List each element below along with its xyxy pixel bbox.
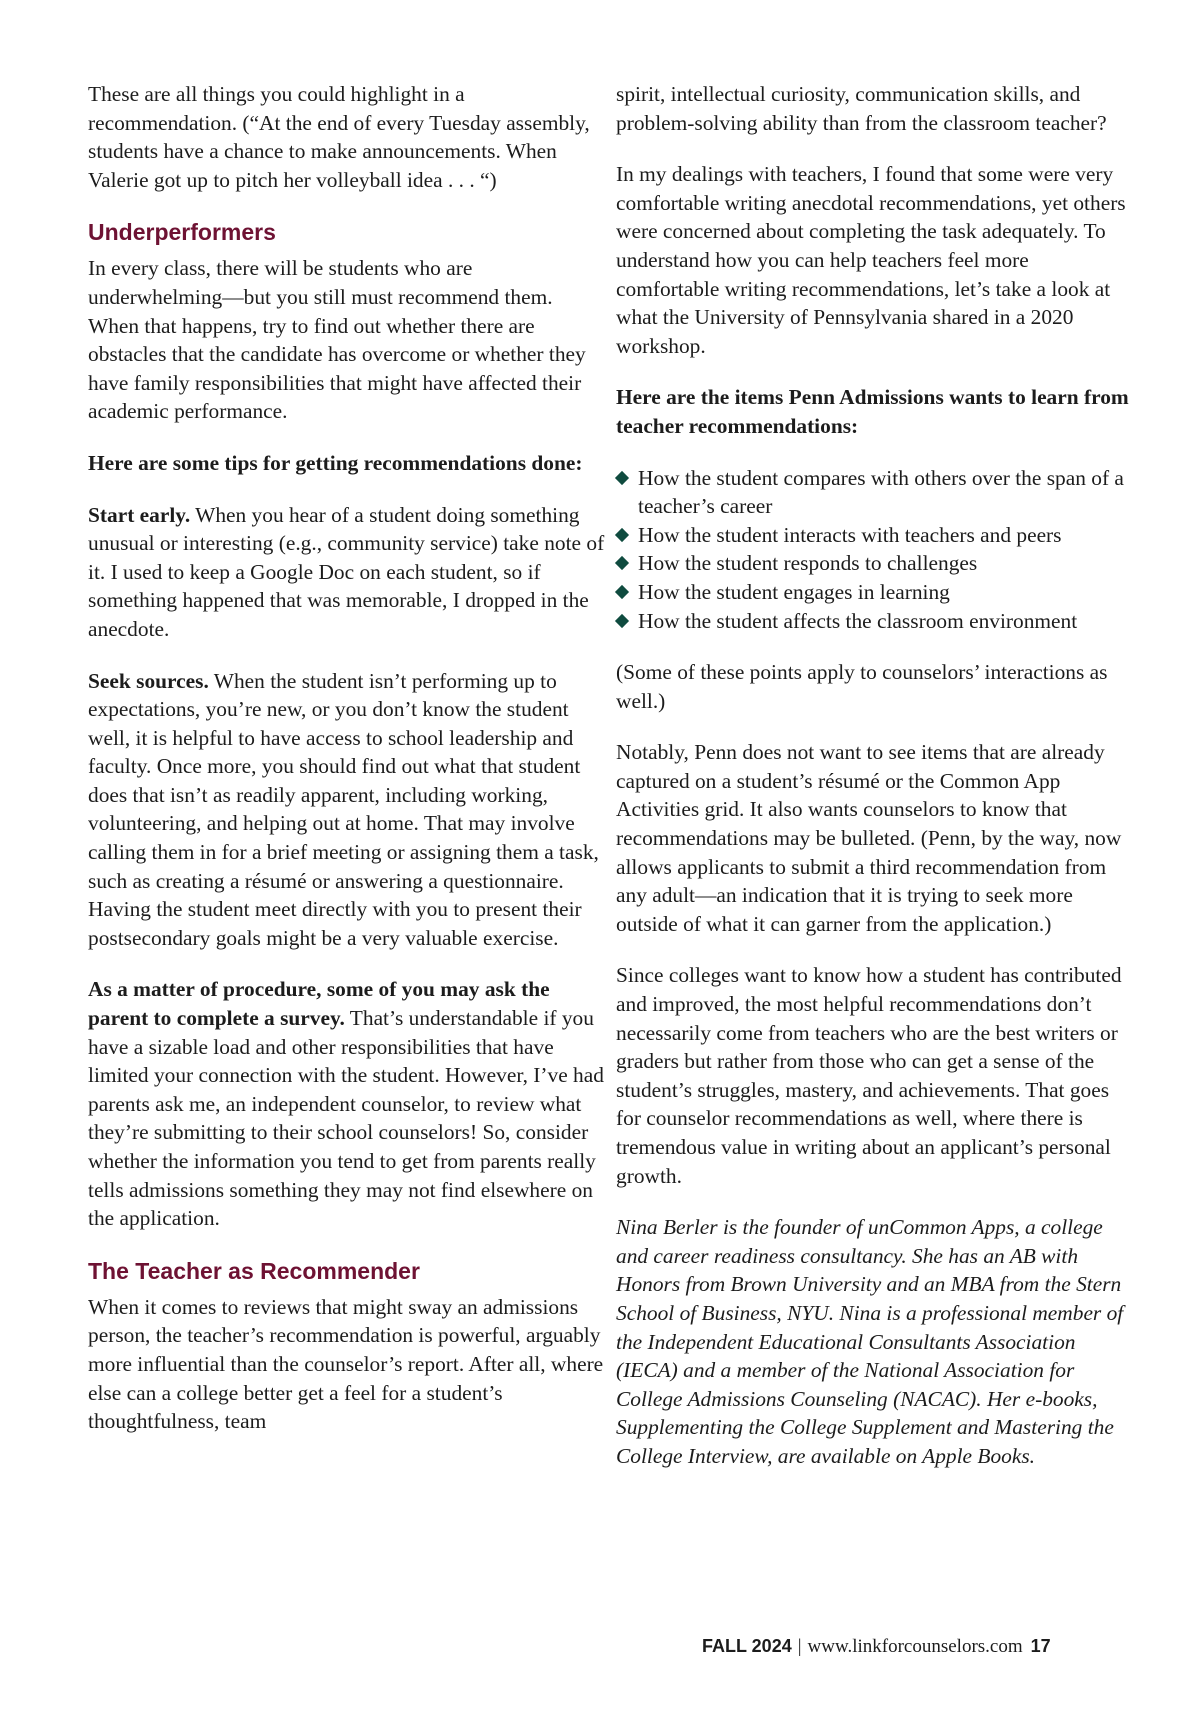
- intro-paragraph: These are all things you could highlight in a recommendation. (“At the end of every Tuesday assembly, students have a chance to make announcements. When Valerie got up to pitch her volleyball idea . . . “): [88, 82, 590, 192]
- list-item-text: How the student engages in learning: [638, 579, 950, 604]
- list-item: [616, 607, 1136, 636]
- diamond-bullet-icon: [615, 613, 629, 627]
- some-points-paragraph: (Some of these points apply to counselors’ interactions as well.): [616, 660, 1108, 713]
- seek-sources-body: When the student isn’t performing up to expectations, you’re new, or you don’t know the student well, it is helpful to have access to school leadership and faculty. Once more, you should find out what that student does that isn’t as readily apparent, including working, volunteering, and helping out at home. That may involve calling them in for a brief meeting or assigning them a task, such as creating a résumé or answering a questionnaire. Having the student meet directly with you to present their postsecondary goals might be a very valuable exercise.: [88, 668, 599, 950]
- footer-separator: |: [797, 1636, 802, 1657]
- underperformers-paragraph: In every class, there will be students who are underwhelming—but you still must recommend them. When that happens, try to find out whether there are obstacles that the candidate has overcome or whether they have family responsibilities that might have affected their academic performance.: [88, 256, 586, 424]
- start-early-paragraph: [88, 501, 608, 644]
- start-early-lead: Start early.: [88, 502, 191, 527]
- list-item: [616, 549, 1136, 578]
- start-early-body: When you hear of a student doing something unusual or interesting (e.g., community service) take note of it. I used to keep a Google Doc on each student, so if something happened that was memorable, I dropped in the anecdote.: [88, 502, 605, 641]
- diamond-bullet-icon: [615, 528, 629, 542]
- seek-sources-paragraph: [88, 667, 608, 953]
- heading-underperformers: Underperformers: [88, 219, 276, 246]
- list-item: [616, 578, 1136, 607]
- right-column: [616, 80, 1136, 1494]
- procedure-body: That’s understandable if you have a sizable load and other responsibilities that have limited your connection with the student. However, I’ve had parents ask me, an independent counselor, to review what they’re submitting to their school counselors! So, consider whether the information you tend to get from parents really tells admissions something they may not find elsewhere on the application.: [88, 1006, 604, 1231]
- page-number: 17: [1030, 1636, 1051, 1656]
- left-column: [88, 80, 608, 1459]
- list-item: [616, 521, 1136, 550]
- list-item-text: How the student interacts with teachers and peers: [638, 522, 1062, 547]
- procedure-paragraph: [88, 975, 608, 1232]
- diamond-bullet-icon: [615, 585, 629, 599]
- seek-sources-lead: Seek sources.: [88, 668, 209, 693]
- since-paragraph: Since colleges want to know how a student has contributed and improved, the most helpful recommendations don’t necessarily come from teachers who are the best writers or graders but rather from those who can get a sense of the student’s struggles, mastery, and achievements. That goes for counselor recommendations as well, where there is tremendous value in writing about an applicant’s personal growth.: [616, 963, 1122, 1188]
- teacher-paragraph: When it comes to reviews that might sway an admissions person, the teacher’s recommendation is powerful, arguably more influential than the counselor’s report. After all, where else can a college better get a feel for a student’s thoughtfulness, team: [88, 1294, 604, 1434]
- penn-items-list: [616, 464, 1136, 636]
- continued-paragraph: spirit, intellectual curiosity, communication skills, and problem-solving ability than from the classroom teacher?: [616, 82, 1107, 135]
- dealings-paragraph: In my dealings with teachers, I found that some were very comfortable writing anecdotal recommendations, yet others were concerned about completing the task adequately. To understand how you can help teachers feel more comfortable writing recommendations, let’s take a look at what the University of Pennsylvania shared in a 2020 workshop.: [616, 162, 1126, 358]
- diamond-bullet-icon: [615, 470, 629, 484]
- procedure-lead: As a matter of procedure, some of you may ask the parent to complete a survey.: [88, 977, 550, 1031]
- tips-heading-paragraph: Here are some tips for getting recommendations done:: [88, 450, 583, 475]
- list-item-text: How the student responds to challenges: [638, 551, 978, 576]
- notably-paragraph: Notably, Penn does not want to see items that are already captured on a student’s résumé or the Common App Activities grid. It also wants counselors to know that recommendations may be bulleted. (Penn, by the way, now allows applicants to submit a third recommendation from any adult—an indication that it is trying to seek more outside of what it can garner from the application.): [616, 740, 1122, 936]
- penn-items-heading: Here are the items Penn Admissions wants to learn from teacher recommendations:: [616, 385, 1129, 438]
- diamond-bullet-icon: [615, 556, 629, 570]
- author-bio: Nina Berler is the founder of unCommon Apps, a college and career readiness consultancy. She has an AB with Honors from Brown University and an MBA from the Stern School of Business, NYU. Nina is a professional member of the Independent Educational Consultants Association (IECA) and a member of the National Association for College Admissions Counseling (NACAC). Her e-books, Supplementing the College Supplement and Mastering the College Interview, are available on Apple Books.: [616, 1215, 1124, 1468]
- heading-teacher-as-recommender: The Teacher as Recommender: [88, 1257, 420, 1284]
- page-footer: [702, 1633, 1122, 1660]
- issue-season: FALL 2024: [702, 1636, 792, 1656]
- list-item-text: How the student compares with others over the span of a teacher’s career: [638, 465, 1124, 519]
- list-item-text: How the student affects the classroom environment: [638, 608, 1078, 633]
- footer-url: www.linkforcounselors.com: [807, 1636, 1023, 1657]
- list-item: [616, 464, 1136, 521]
